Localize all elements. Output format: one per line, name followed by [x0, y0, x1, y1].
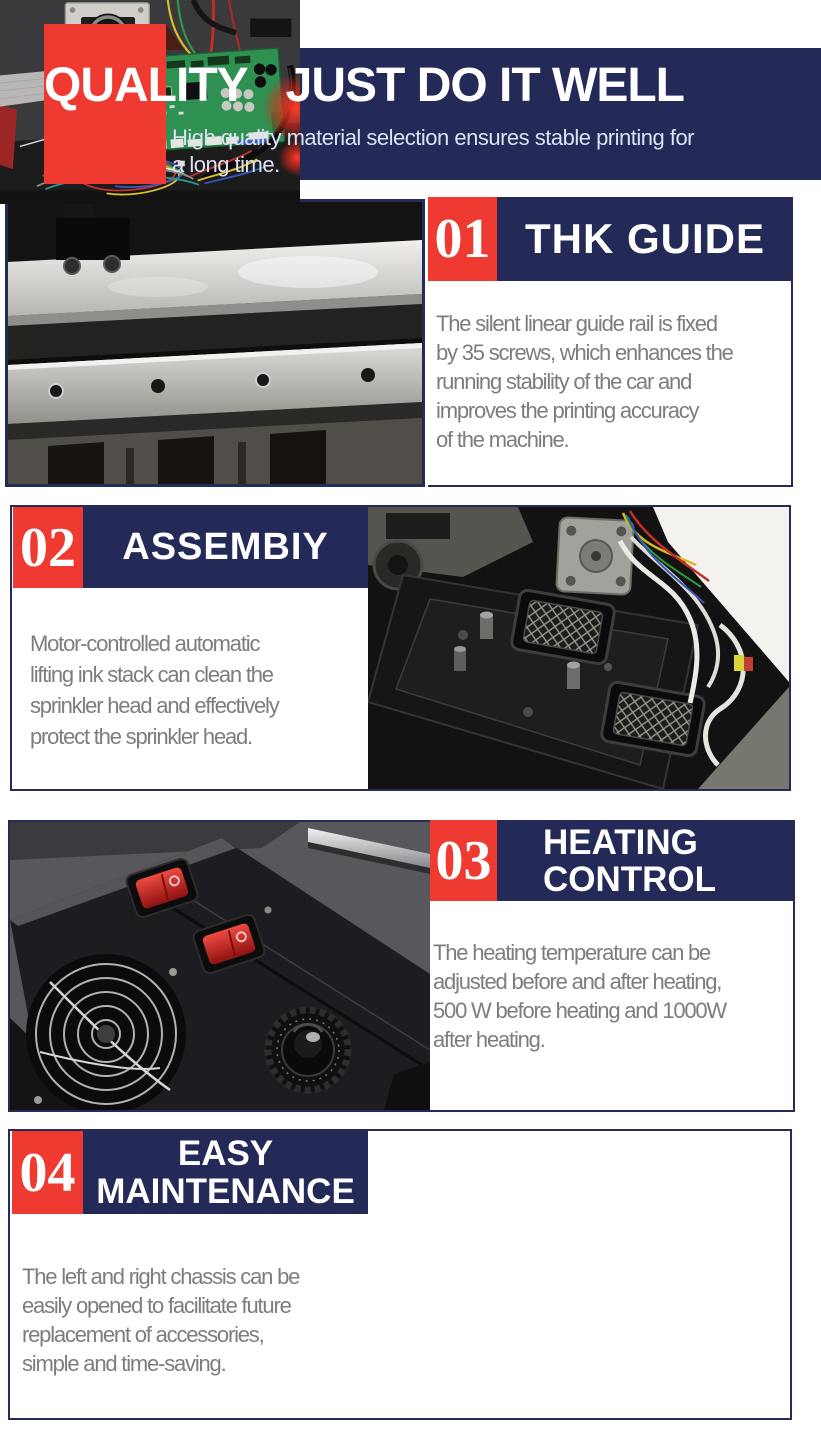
subtitle-line: High quality material selection ensures stable printing for	[172, 125, 695, 150]
body-line: Motor-controlled automatic	[30, 631, 260, 656]
body-line: lifting ink stack can clean the	[30, 662, 273, 687]
banner-title	[44, 58, 684, 113]
stepper-motor	[556, 517, 634, 595]
ink-stack-photo	[368, 507, 789, 789]
section-03-title-line: HEATING	[543, 823, 698, 862]
section-04-description	[22, 1262, 299, 1378]
heating-control-panel-photo	[10, 822, 430, 1110]
body-line: after heating.	[433, 1027, 545, 1052]
linear-guide-rail-photo	[5, 199, 425, 487]
section-04-title-line: MAINTENANCE	[96, 1172, 355, 1211]
section-02-number: 02	[13, 507, 83, 588]
guide-rail-illustration	[8, 202, 422, 484]
section-01-number: 01	[428, 197, 497, 281]
body-line: improves the printing accuracy	[436, 398, 699, 423]
body-line: easily opened to facilitate future	[22, 1293, 291, 1318]
section-03-title-line: CONTROL	[543, 860, 717, 899]
section-04-title-line: EASY	[177, 1134, 274, 1173]
body-line: running stability of the car and	[436, 369, 692, 394]
body-line: 500 W before heating and 1000W	[433, 998, 727, 1023]
section-02-title	[83, 507, 368, 588]
section-02-title-text: ASSEMBIY	[122, 526, 329, 568]
banner-slogan: JUST DO IT WELL	[285, 59, 684, 112]
ink-stack-illustration	[368, 507, 789, 789]
section-02-description	[30, 628, 279, 752]
heating-panel-illustration	[10, 822, 430, 1110]
body-line: adjusted before and after heating,	[433, 969, 722, 994]
section-03-description	[433, 938, 726, 1054]
section-03-number: 03	[430, 820, 497, 901]
banner-subtitle	[172, 124, 694, 178]
body-line: sprinkler head and effectively	[30, 693, 279, 718]
section-01-title-text: THK GUIDE	[525, 215, 765, 262]
section-01-title	[497, 197, 793, 281]
body-line: The left and right chassis can be	[22, 1264, 300, 1289]
body-line: protect the sprinkler head.	[30, 724, 252, 749]
section-04-number: 04	[12, 1131, 83, 1214]
fan-grille	[26, 954, 186, 1110]
body-line: by 35 screws, which enhances the	[436, 340, 733, 365]
body-line: The silent linear guide rail is fixed	[436, 311, 717, 336]
body-line: replacement of accessories,	[22, 1322, 264, 1347]
section-04-title	[83, 1131, 368, 1214]
banner-word-quality: QUALITY	[44, 59, 248, 112]
section-03-title	[497, 820, 793, 901]
control-knob	[266, 1008, 350, 1092]
body-line: simple and time-saving.	[22, 1351, 226, 1376]
body-line: of the machine.	[436, 427, 569, 452]
section-01-description	[428, 281, 793, 487]
body-line: The heating temperature can be	[433, 940, 711, 965]
subtitle-line: a long time.	[172, 152, 280, 177]
